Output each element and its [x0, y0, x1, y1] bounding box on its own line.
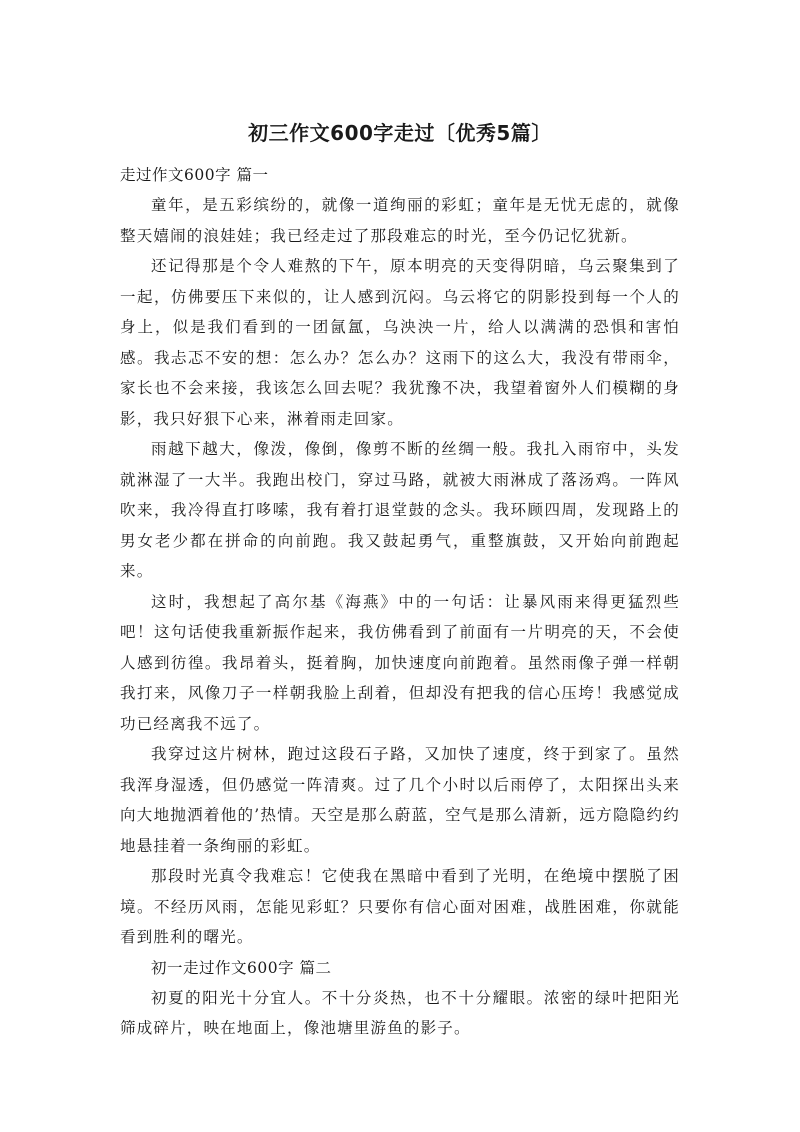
section-heading: 走过作文600字 篇一: [120, 166, 269, 184]
document-title: 初三作文600字走过〔优秀5篇〕: [248, 121, 552, 145]
paragraph: 我穿过这片树林，跑过这段石子路，又加快了速度，终于到家了。虽然我浑身湿透，但仍感觉一阵清爽。过了几个小时以后雨停了，太阳探出头来向大地抛洒着他的’热情。天空是那么蔚蓝，空气是那么清新，远方隐隐约约地悬挂着一条绚丽的彩虹。: [120, 745, 680, 855]
paragraph: 还记得那是个令人难熬的下午，原本明亮的天变得阴暗，乌云聚集到了一起，仿佛要压下来似的，让人感到沉闷。乌云将它的阴影投到每一个人的身上，似是我们看到的一团氤氲，乌泱泱一片，给人以满满的恐惧和害怕感。我忐忑不安的想：怎么办？怎么办？这雨下的这么大，我没有带雨伞，家长也不会来接，我该怎么回去呢？我犹豫不决，我望着窗外人们模糊的身影，我只好狠下心来，淋着雨走回家。: [120, 257, 680, 428]
paragraph: 这时，我想起了高尔基《海燕》中的一句话：让暴风雨来得更猛烈些吧！这句话使我重新振作起来，我仿佛看到了前面有一片明亮的天，不会使人感到彷徨。我昂着头，挺着胸，加快速度向前跑着。虽然雨像子弹一样朝我打来，风像刀子一样朝我脸上刮着，但却没有把我的信心压垮！我感觉成功已经离我不远了。: [120, 592, 680, 733]
paragraph: 那段时光真令我难忘！它使我在黑暗中看到了光明，在绝境中摆脱了困境。不经历风雨，怎能见彩虹？只要你有信心面对困难，战胜困难，你就能看到胜利的曙光。: [120, 867, 680, 946]
document-body: [120, 160, 680, 1044]
section-heading: 初一走过作文600字 篇二: [151, 958, 332, 977]
essay-section-2: [120, 953, 680, 1044]
paragraph: 初夏的阳光十分宜人。不十分炎热，也不十分耀眼。浓密的绿叶把阳光筛成碎片，映在地面上，像池塘里游鱼的影子。: [120, 988, 680, 1037]
essay-section-1: [120, 160, 680, 953]
paragraph: 雨越下越大，像泼，像倒，像剪不断的丝绸一般。我扎入雨帘中，头发就淋湿了一大半。我跑出校门，穿过马路，就被大雨淋成了落汤鸡。一阵风吹来，我冷得直打哆嗦，我有着打退堂鼓的念头。我环顾四周，发现路上的男女老少都在拼命的向前跑。我又鼓起勇气，重整旗鼓，又开始向前跑起来。: [120, 440, 680, 580]
paragraph: 童年，是五彩缤纷的，就像一道绚丽的彩虹；童年是无忧无虑的，就像整天嬉闹的浪娃娃；我已经走过了那段难忘的时光，至今仍记忆犹新。: [120, 196, 680, 245]
